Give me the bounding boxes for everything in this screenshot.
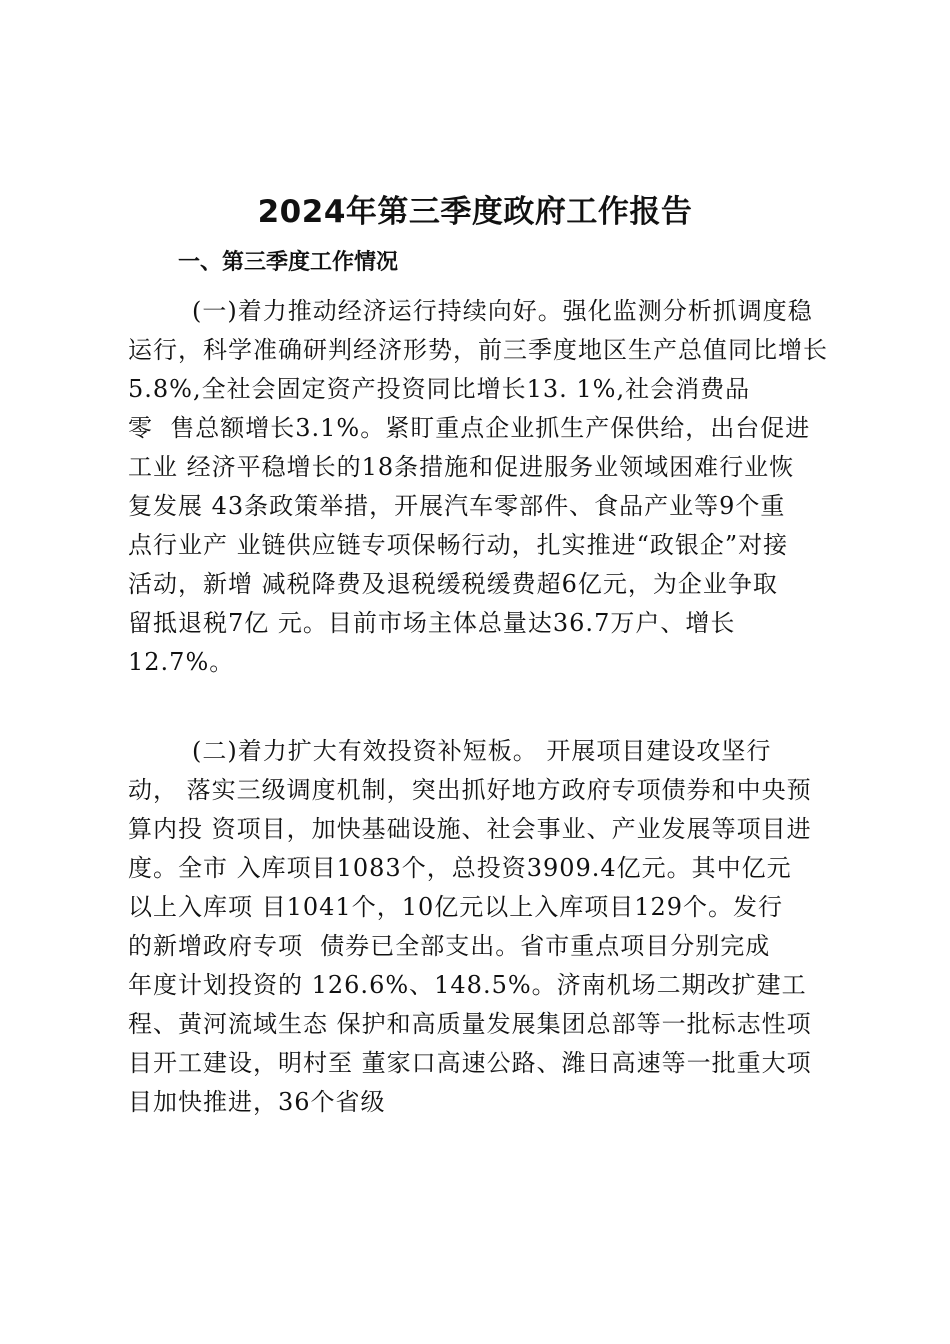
- paragraph-line: 零 售总额增长3.1%。紧盯重点企业抓生产保供给，出台促进: [128, 414, 811, 442]
- paragraph-line: 5.8%,全社会固定资产投资同比增长13. 1%,社会消费品: [128, 375, 751, 403]
- paragraph-line: 动， 落实三级调度机制，突出抓好地方政府专项债券和中央预: [128, 776, 812, 804]
- paragraph-line: 程、黄河流域生态 保护和高质量发展集团总部等一批标志性项: [128, 1010, 812, 1038]
- paragraph-line: 复发展 43条政策举措，开展汽车零部件、食品产业等9个重: [128, 492, 786, 520]
- paragraph-line: (二)着力扩大有效投资补短板。 开展项目建设攻坚行: [192, 737, 772, 765]
- paragraph-line: 度。全市 入库项目1083个，总投资3909.4亿元。其中亿元: [128, 854, 792, 882]
- section-heading: 一、第三季度工作情况: [178, 250, 399, 275]
- document-title: 2024年第三季度政府工作报告: [257, 194, 693, 230]
- paragraph-line: 目开工建设，明村至 董家口高速公路、潍日高速等一批重大项: [128, 1049, 812, 1077]
- paragraph-line: 算内投 资项目，加快基础设施、社会事业、产业发展等项目进: [128, 815, 812, 843]
- paragraph-line: 以上入库项 目1041个，10亿元以上入库项目129个。发行: [128, 893, 784, 921]
- paragraph-line: 的新增政府专项 债券已全部支出。省市重点项目分别完成: [128, 932, 771, 960]
- paragraph-line: 目加快推进，36个省级: [128, 1088, 386, 1116]
- paragraph-line: 活动，新增 减税降费及退税缓税缓费超6亿元，为企业争取: [128, 570, 778, 598]
- paragraph-line: 年度计划投资的 126.6%、148.5%。济南机场二期改扩建工: [128, 971, 807, 999]
- paragraph-line: 留抵退税7亿 元。目前市场主体总量达36.7万户、增长: [128, 609, 736, 637]
- paragraph-line: (一)着力推动经济运行持续向好。强化监测分析抓调度稳: [192, 297, 813, 325]
- paragraph-investment: [128, 732, 848, 1122]
- paragraph-economy: [128, 292, 848, 682]
- paragraph-line: 运行，科学准确研判经济形势，前三季度地区生产总值同比增长: [128, 336, 828, 364]
- paragraph-line: 12.7%。: [128, 648, 235, 676]
- paragraph-line: 工业 经济平稳增长的18条措施和促进服务业领域困难行业恢: [128, 453, 795, 481]
- paragraph-line: 点行业产 业链供应链专项保畅行动，扎实推进“政银企”对接: [128, 531, 789, 559]
